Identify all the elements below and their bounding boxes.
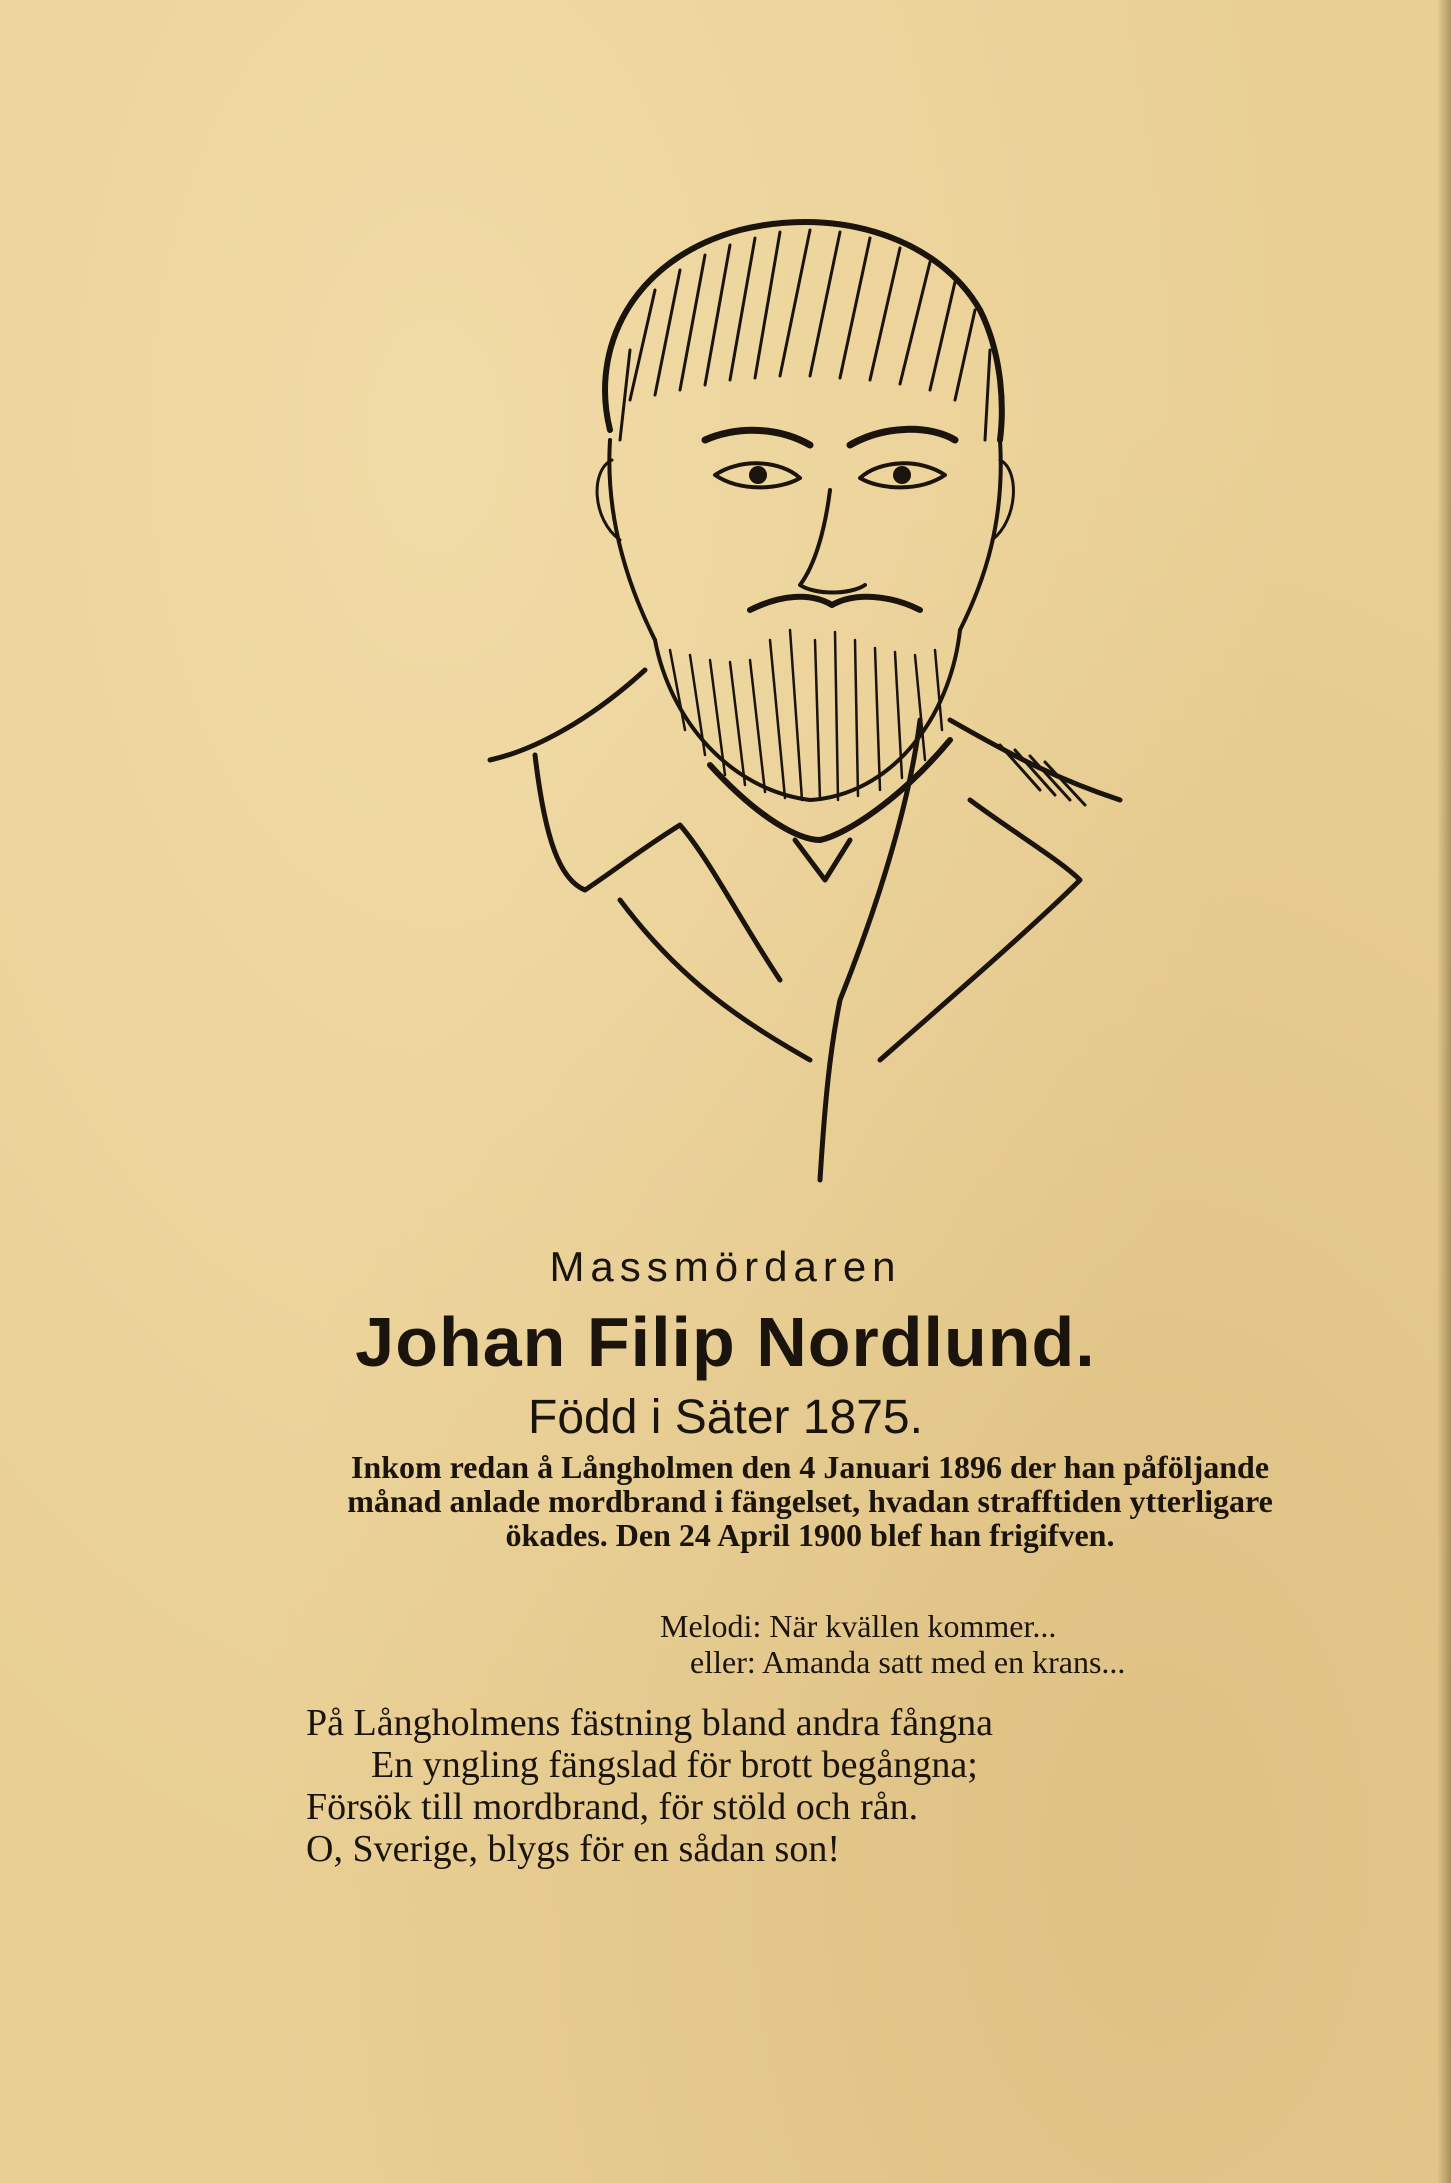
beard-hatching [670,630,942,800]
nose [800,490,865,593]
verse [306,1702,993,1870]
verse-line: En yngling fängslad för brott begångna; [371,1744,978,1786]
page-title: Johan Filip Nordlund. [355,1303,1096,1381]
melody-note [660,1608,1125,1680]
biography-paragraph: Inkom redan å Långholmen den 4 Januari 1896 der han påföljande månad anlade mordbrand i fängelset, hvadan strafftiden ytterligare ökades. Den 24 April 1900 blef han frigifven. [347,1449,1273,1553]
jacket-right-lapel [820,720,1120,1180]
pupil-left [749,466,767,484]
melody-line-2: eller: Amanda satt med en krans... [690,1644,1126,1680]
tie-knot [795,840,850,880]
portrait-drawing [480,200,1160,1220]
melody-line-1: Melodi: När kvällen kommer... [660,1608,1057,1644]
verse-line: O, Sverige, blygs för en sådan son! [306,1828,841,1870]
jacket-left-lapel [490,670,810,1060]
face-outline [609,440,1000,640]
birth-info: Född i Säter 1875. [528,1391,923,1444]
moustache [750,597,920,610]
verse-line: Försök till mordbrand, för stöld och rån. [306,1786,919,1828]
pupil-right [893,466,911,484]
subtitle: Massmördaren [549,1243,902,1290]
page-edge-shadow [1437,0,1451,2183]
eyebrow-right [850,429,955,445]
portrait-illustration [480,200,1160,1220]
verse-line: På Långholmens fästning bland andra fångna [306,1702,993,1744]
eyebrow-left [705,430,810,445]
